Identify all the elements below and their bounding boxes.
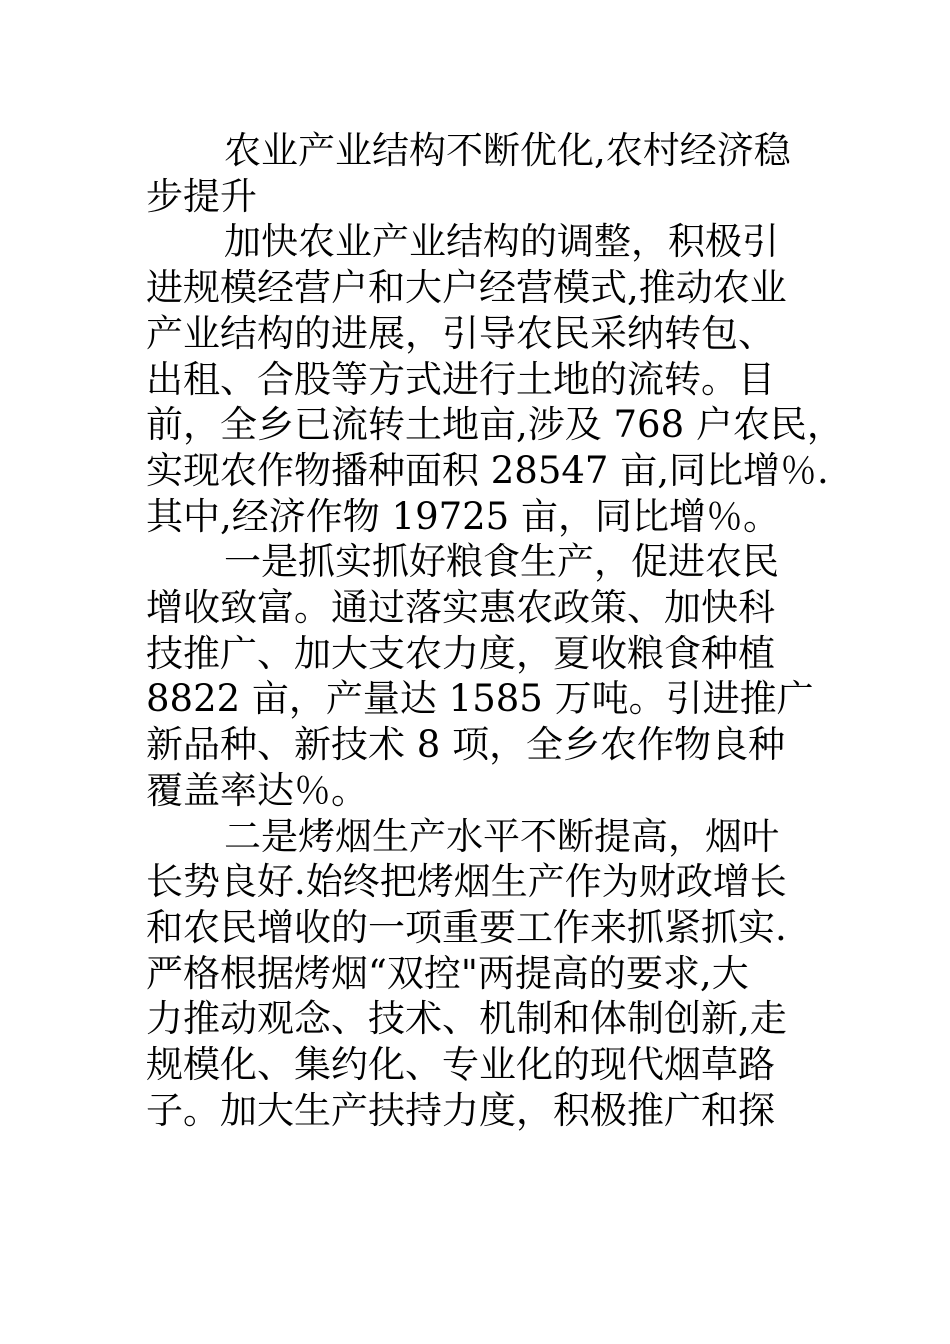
- paragraph: [146, 539, 814, 813]
- text-line: 新品种、新技术 8 项，全乡农作物良种: [146, 723, 786, 767]
- document-body: [146, 128, 844, 1133]
- paragraph: [146, 814, 810, 1134]
- text-line: 子。加大生产扶持力度，积极推广和探: [146, 1088, 775, 1132]
- text-line: 实现农作物播种面积 28547 亩,同比增％.: [146, 448, 829, 492]
- text-line: 一是抓实抓好粮食生产，促进农民: [224, 540, 779, 584]
- text-line: 二是烤烟生产水平不断提高，烟叶: [224, 814, 779, 858]
- text-line: 前，全乡已流转土地亩,涉及 768 户农民，: [146, 403, 844, 447]
- text-line: 产业结构的进展，引导农民采纳转包、: [146, 311, 775, 355]
- text-line: 增收致富。通过落实惠农政策、加快科: [146, 586, 775, 630]
- text-line: 进规模经营户和大户经营模式,推动农业: [146, 266, 787, 310]
- text-line: 长势良好.始终把烤烟生产作为财政增长: [146, 860, 787, 904]
- text-line: 加快农业产业结构的调整，积极引: [224, 220, 779, 264]
- text-line: 和农民增收的一项重要工作来抓紧抓实.: [146, 905, 787, 949]
- text-line: 严格根据烤烟“双控"两提高的要求,大: [146, 951, 749, 995]
- text-line: 技推广、加大支农力度，夏收粮食种植: [146, 631, 775, 675]
- text-line: 力推动观念、技术、机制和体制创新,走: [146, 997, 787, 1041]
- text-line: 规模化、集约化、专业化的现代烟草路: [146, 1043, 775, 1087]
- paragraph: [146, 219, 844, 539]
- text-line: 出租、合股等方式进行土地的流转。目: [146, 357, 775, 401]
- text-line: 覆盖率达％。: [146, 768, 368, 812]
- text-line: 其中,经济作物 19725 亩，同比增％。: [146, 494, 780, 538]
- text-line: 8822 亩，产量达 1585 万吨。引进推广: [146, 677, 814, 721]
- text-line: 农业产业结构不断优化,农村经济稳: [224, 129, 791, 172]
- text-line: 步提升: [146, 174, 257, 218]
- paragraph-heading: [146, 128, 810, 219]
